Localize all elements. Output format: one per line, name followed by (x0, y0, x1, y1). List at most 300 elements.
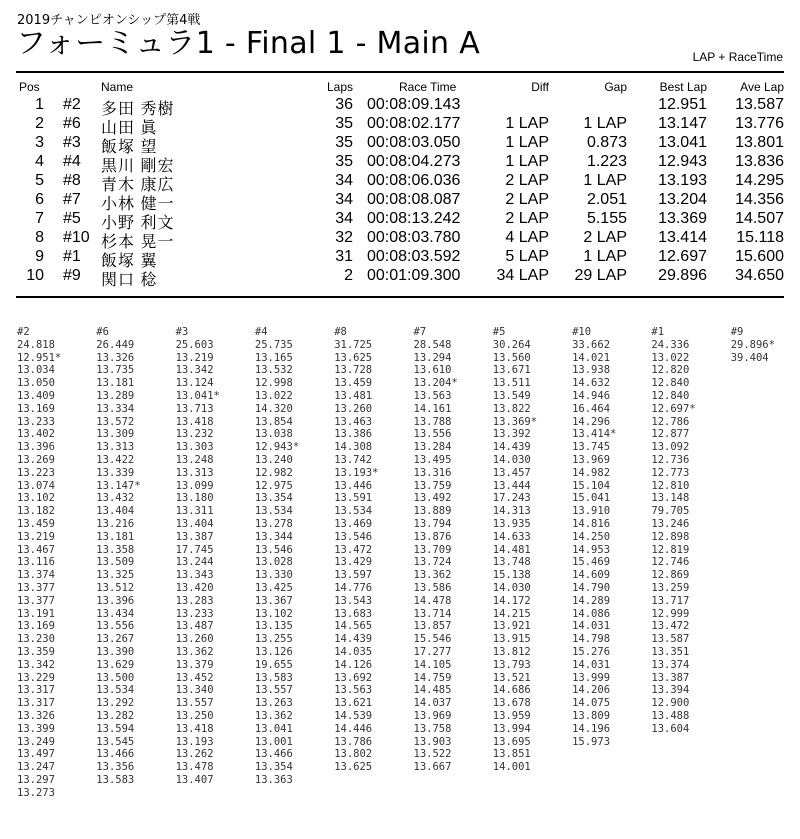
lap-time: 13.534 (96, 684, 135, 697)
lap-time: 13.180 (175, 492, 214, 505)
lap-time: 14.609 (572, 569, 611, 582)
bottom-rule (16, 296, 784, 298)
lap-time: 13.334 (96, 402, 135, 415)
lap-time: 13.610 (413, 364, 452, 377)
lap-time: 13.583 (254, 671, 293, 684)
result-pos: 2 (35, 115, 44, 132)
lap-time: 13.457 (492, 466, 531, 479)
lap-time: 13.788 (413, 415, 452, 428)
lap-time: 14.946 (572, 389, 611, 402)
result-row (0, 191, 800, 213)
lap-time: 13.367 (254, 594, 293, 607)
lap-time: 13.695 (492, 735, 531, 748)
lap-time: 13.074 (17, 479, 55, 492)
lap-time: 13.316 (413, 466, 452, 479)
lap-column-car-number: #2 (17, 326, 30, 338)
lap-time: 13.500 (96, 671, 135, 684)
gap-value: 1.223 (586, 153, 627, 170)
lap-time: 24.818 (17, 338, 55, 351)
race-time: 00:08:03.592 (367, 248, 461, 265)
lap-time: 12.869 (651, 569, 690, 582)
lap-column (17, 326, 61, 799)
lap-time: 17.745 (175, 543, 214, 556)
lap-time: 14.021 (572, 351, 611, 364)
lap-time: 13.387 (175, 530, 214, 543)
lap-time: 13.563 (334, 684, 373, 697)
car-number: #8 (63, 172, 81, 189)
lap-column (334, 326, 378, 774)
lap-time: 13.786 (334, 735, 373, 748)
lap-column-car-number: #1 (651, 326, 665, 338)
lap-time: 13.748 (492, 556, 531, 569)
lap-column (414, 326, 458, 774)
lap-time: 13.204* (413, 377, 458, 390)
lap-time: 13.709 (413, 543, 452, 556)
lap-time: 13.432 (96, 492, 135, 505)
lap-time: 14.031 (572, 658, 611, 671)
col-header-race-time: Race Time (399, 80, 457, 94)
lap-time: 13.001 (254, 735, 293, 748)
lap-time: 13.794 (413, 517, 452, 530)
lap-time: 12.900 (651, 697, 690, 710)
lap-time: 13.326 (17, 709, 55, 722)
best-lap: 13.193 (658, 172, 707, 189)
lap-time: 13.219 (175, 351, 214, 364)
race-time: 00:08:04.273 (367, 153, 461, 170)
lap-time: 13.434 (96, 607, 135, 620)
lap-time: 14.953 (572, 543, 611, 556)
lap-time: 14.250 (572, 530, 611, 543)
lap-column (96, 326, 140, 787)
lap-time: 13.692 (334, 671, 373, 684)
lap-time: 13.671 (492, 364, 531, 377)
lap-time: 13.028 (254, 556, 293, 569)
driver-name: 多田 秀樹 (101, 101, 175, 118)
lap-time: 13.459 (17, 517, 55, 530)
lap-time: 13.414* (572, 428, 617, 441)
lap-time: 13.667 (413, 761, 452, 774)
lap-time: 13.354 (254, 761, 293, 774)
lap-time: 13.745 (572, 441, 611, 454)
col-header-best-lap: Best Lap (659, 80, 707, 94)
lap-time: 13.325 (96, 569, 135, 582)
lap-time: 13.262 (175, 748, 214, 761)
lap-time: 13.233 (17, 415, 55, 428)
lap-time: 13.317 (17, 697, 55, 710)
col-header-gap: Gap (604, 80, 627, 94)
lap-column (493, 326, 537, 774)
lap-time: 14.776 (334, 581, 373, 594)
lap-time: 14.439 (334, 633, 373, 646)
lap-time: 14.632 (572, 377, 611, 390)
lap-time: 13.250 (175, 709, 214, 722)
lap-count: 32 (335, 229, 353, 246)
lap-time: 13.247 (17, 761, 55, 774)
lap-time: 13.583 (96, 773, 135, 786)
driver-name: 青木 康広 (101, 177, 175, 194)
lap-time: 19.655 (254, 658, 293, 671)
diff-value: 1 LAP (505, 153, 549, 170)
lap-time: 13.915 (492, 633, 531, 646)
race-time: 00:08:03.780 (367, 229, 461, 246)
lap-time: 14.481 (492, 543, 531, 556)
car-number: #1 (63, 248, 81, 265)
best-lap: 29.896 (658, 267, 707, 284)
lap-time: 13.362 (413, 569, 452, 582)
lap-time: 13.521 (492, 671, 531, 684)
lap-time: 14.686 (492, 684, 531, 697)
lap-time: 14.206 (572, 684, 611, 697)
lap-time: 14.037 (413, 697, 452, 710)
lap-time: 13.407 (175, 773, 214, 786)
lap-time: 13.259 (651, 581, 690, 594)
gap-value: 2 LAP (583, 229, 627, 246)
result-pos: 6 (35, 191, 44, 208)
lap-time: 13.851 (492, 748, 531, 761)
lap-time: 13.309 (96, 428, 135, 441)
lap-time: 13.969 (413, 709, 452, 722)
lap-time: 13.597 (334, 569, 373, 582)
lap-time: 13.034 (17, 364, 55, 377)
lap-time: 31.725 (334, 338, 373, 351)
result-pos: 10 (26, 267, 44, 284)
ave-lap: 13.836 (735, 153, 784, 170)
result-pos: 5 (35, 172, 44, 189)
results-table (0, 80, 800, 289)
lap-time: 13.169 (17, 620, 55, 633)
lap-time: 14.289 (572, 594, 611, 607)
lap-time: 13.459 (334, 377, 373, 390)
lap-time: 14.759 (413, 671, 452, 684)
lap-time: 26.449 (96, 338, 135, 351)
lap-time: 13.522 (413, 748, 452, 761)
driver-name: 山田 眞 (101, 120, 158, 137)
car-number: #10 (63, 229, 90, 246)
lap-time: 13.246 (651, 517, 690, 530)
gap-value: 29 LAP (574, 267, 627, 284)
lap-time: 13.586 (413, 581, 452, 594)
lap-time: 17.277 (413, 645, 452, 658)
result-row (0, 248, 800, 270)
lap-time: 13.297 (17, 773, 55, 786)
lap-time: 13.374 (17, 569, 55, 582)
lap-time: 13.572 (96, 415, 135, 428)
driver-name: 関口 稔 (101, 272, 158, 289)
lap-time: 14.446 (334, 722, 373, 735)
best-lap: 13.147 (658, 115, 707, 132)
ave-lap: 14.507 (735, 210, 784, 227)
col-header-name: Name (101, 80, 134, 94)
lap-time: 13.263 (254, 697, 293, 710)
race-time: 00:08:08.087 (367, 191, 461, 208)
lap-time: 28.548 (413, 338, 452, 351)
lap-time: 33.662 (572, 338, 611, 351)
car-number: #5 (63, 210, 81, 227)
race-time: 00:08:06.036 (367, 172, 461, 189)
lap-column-car-number: #8 (334, 326, 347, 338)
lap-time: 13.758 (413, 722, 452, 735)
lap-time: 12.697* (651, 402, 696, 415)
diff-value: 34 LAP (496, 267, 549, 284)
lap-time: 13.910 (572, 505, 611, 518)
lap-time: 13.248 (175, 453, 214, 466)
lap-time: 14.172 (492, 594, 531, 607)
lap-time: 13.594 (96, 722, 135, 735)
lap-time: 14.816 (572, 517, 611, 530)
lap-time: 13.478 (175, 761, 214, 774)
lap-time: 15.041 (572, 492, 611, 505)
lap-time: 13.169 (17, 402, 55, 415)
ave-lap: 15.600 (735, 248, 784, 265)
lap-time: 13.446 (334, 479, 373, 492)
lap-column-car-number: #6 (96, 326, 109, 338)
lap-time: 13.420 (175, 581, 214, 594)
lap-time: 13.282 (96, 709, 135, 722)
lap-time: 13.467 (17, 543, 55, 556)
lap-time: 13.469 (334, 517, 373, 530)
lap-time: 13.809 (572, 709, 611, 722)
best-lap: 13.369 (658, 210, 707, 227)
lap-time: 14.126 (334, 658, 373, 671)
car-number: #4 (63, 153, 81, 170)
lap-time: 13.233 (175, 607, 214, 620)
lap-time: 13.326 (96, 351, 135, 364)
best-lap: 13.041 (658, 134, 707, 151)
lap-time: 13.124 (175, 377, 214, 390)
lap-time: 13.339 (96, 466, 135, 479)
gap-value: 2.051 (586, 191, 627, 208)
lap-time: 13.728 (334, 364, 373, 377)
lap-time: 13.230 (17, 633, 55, 646)
top-rule (16, 71, 784, 73)
result-pos: 9 (35, 248, 44, 265)
lap-time: 13.546 (334, 530, 373, 543)
lap-time: 12.877 (651, 428, 690, 441)
lap-time: 13.481 (334, 389, 373, 402)
lap-time: 13.546 (254, 543, 293, 556)
lap-time: 13.404 (175, 517, 214, 530)
lap-time: 13.379 (175, 658, 214, 671)
lap-count: 35 (335, 115, 353, 132)
lap-time: 13.742 (334, 453, 373, 466)
result-row (0, 96, 800, 118)
lap-time: 14.485 (413, 684, 452, 697)
lap-time: 30.264 (492, 338, 531, 351)
lap-time: 13.240 (254, 453, 293, 466)
lap-time: 13.422 (96, 453, 135, 466)
lap-time: 13.041 (254, 722, 293, 735)
gap-value: 1 LAP (583, 115, 627, 132)
race-time: 00:08:02.177 (367, 115, 461, 132)
lap-time: 13.556 (413, 428, 452, 441)
lap-time: 13.857 (413, 620, 452, 633)
lap-column-car-number: #3 (175, 326, 189, 338)
lap-time: 13.802 (334, 748, 373, 761)
best-lap: 12.951 (658, 96, 707, 113)
lap-time: 13.294 (413, 351, 452, 364)
lap-time: 13.399 (17, 722, 55, 735)
col-header-pos: Pos (19, 80, 40, 94)
lap-time: 13.452 (175, 671, 214, 684)
lap-time: 13.591 (334, 492, 373, 505)
lap-time: 13.683 (334, 607, 373, 620)
lap-time: 25.735 (254, 338, 293, 351)
best-lap: 13.414 (658, 229, 707, 246)
lap-time: 14.798 (572, 633, 611, 646)
lap-count: 34 (335, 210, 353, 227)
lap-time: 13.191 (17, 607, 55, 620)
lap-time: 13.621 (334, 697, 373, 710)
diff-value: 2 LAP (505, 191, 549, 208)
result-row (0, 172, 800, 194)
lap-time: 13.377 (17, 594, 55, 607)
lap-time: 13.038 (254, 428, 293, 441)
lap-time: 13.472 (651, 620, 690, 633)
lap-time: 13.994 (492, 722, 531, 735)
race-time: 00:01:09.300 (367, 267, 461, 284)
lap-time: 13.495 (413, 453, 452, 466)
lap-time: 14.105 (413, 658, 452, 671)
lap-time: 13.041* (175, 389, 220, 402)
lap-time: 13.793 (492, 658, 531, 671)
driver-name: 小林 健一 (101, 196, 175, 213)
lap-time: 13.854 (254, 415, 293, 428)
driver-name: 飯塚 翼 (101, 253, 158, 270)
col-header-ave-lap: Ave Lap (740, 80, 784, 94)
gap-value: 1 LAP (583, 248, 627, 265)
lap-time: 13.022 (254, 389, 293, 402)
lap-time: 13.216 (96, 517, 135, 530)
lap-time: 13.269 (17, 453, 55, 466)
lap-time: 79.705 (651, 505, 690, 518)
lap-time: 12.982 (254, 466, 293, 479)
lap-time: 13.822 (492, 402, 531, 415)
ave-lap: 34.650 (735, 267, 784, 284)
lap-time: 13.534 (334, 505, 373, 518)
lap-time: 13.759 (413, 479, 452, 492)
lap-time: 13.938 (572, 364, 611, 377)
lap-time: 13.356 (96, 761, 135, 774)
lap-time: 13.557 (175, 697, 214, 710)
lap-column-car-number: #10 (572, 326, 592, 338)
lap-time: 12.975 (254, 479, 293, 492)
result-row (0, 267, 800, 289)
lap-column (255, 326, 299, 787)
diff-value: 1 LAP (505, 115, 549, 132)
lap-time: 13.126 (254, 645, 293, 658)
lap-time: 13.313 (96, 441, 135, 454)
lap-column-car-number: #5 (492, 326, 506, 338)
lap-time: 13.362 (175, 645, 214, 658)
lap-time: 13.343 (175, 569, 214, 582)
lap-time: 13.232 (175, 428, 214, 441)
lap-time: 14.539 (334, 709, 373, 722)
lap-time: 13.425 (254, 581, 293, 594)
lap-time: 13.488 (651, 709, 690, 722)
lap-time: 13.876 (413, 530, 452, 543)
lap-time: 12.773 (651, 466, 690, 479)
lap-time: 13.313 (175, 466, 214, 479)
lap-time: 13.418 (175, 415, 214, 428)
lap-time: 25.603 (175, 338, 214, 351)
lap-time: 29.896* (730, 338, 775, 351)
lap-time: 12.999 (651, 607, 690, 620)
lap-count: 36 (335, 96, 353, 113)
lap-time: 13.903 (413, 735, 452, 748)
lap-time: 15.104 (572, 479, 611, 492)
lap-time: 13.022 (651, 351, 690, 364)
diff-value: 5 LAP (505, 248, 549, 265)
lap-time: 13.363 (254, 773, 293, 786)
lap-time: 13.244 (175, 556, 214, 569)
lap-time: 13.396 (17, 441, 55, 454)
lap-time: 13.604 (651, 722, 690, 735)
lap-time: 14.030 (492, 453, 531, 466)
driver-name: 小野 利文 (101, 215, 175, 232)
lap-time: 12.943* (254, 441, 300, 454)
lap-time: 14.075 (572, 697, 611, 710)
lap-time: 13.377 (17, 581, 55, 594)
lap-time: 17.243 (492, 492, 531, 505)
race-time: 00:08:13.242 (367, 210, 461, 227)
result-row (0, 210, 800, 232)
result-pos: 7 (35, 210, 44, 227)
best-lap: 12.943 (658, 153, 707, 170)
lap-time: 14.790 (572, 581, 611, 594)
lap-time: 13.409 (17, 389, 55, 402)
lap-count: 34 (335, 191, 353, 208)
lap-time: 13.724 (413, 556, 452, 569)
lap-time: 15.469 (572, 556, 611, 569)
report-type-label: LAP + RaceTime (692, 50, 783, 64)
result-pos: 4 (35, 153, 44, 170)
gap-value: 1 LAP (583, 172, 627, 189)
lap-count: 35 (335, 134, 353, 151)
lap-time: 13.418 (175, 722, 214, 735)
page-title: フォーミュラ1 - Final 1 - Main A (16, 26, 481, 61)
lap-time: 16.464 (572, 402, 611, 415)
lap-column (731, 326, 775, 364)
lap-column (572, 326, 616, 748)
ave-lap: 14.356 (735, 191, 784, 208)
lap-time: 13.534 (254, 505, 293, 518)
lap-time: 13.532 (254, 364, 293, 377)
lap-time: 13.543 (334, 594, 373, 607)
result-row (0, 229, 800, 251)
lap-time: 13.487 (175, 620, 214, 633)
lap-time: 14.313 (492, 505, 531, 518)
lap-time: 14.001 (492, 761, 531, 774)
lap-time: 13.165 (254, 351, 293, 364)
lap-time: 14.439 (492, 441, 531, 454)
lap-time: 12.998 (254, 377, 293, 390)
ave-lap: 13.587 (735, 96, 784, 113)
lap-time: 13.249 (17, 735, 55, 748)
lap-time: 13.116 (17, 556, 55, 569)
lap-time: 13.889 (413, 505, 452, 518)
lap-time: 13.935 (492, 517, 531, 530)
result-row (0, 115, 800, 137)
results-header-row (0, 80, 800, 96)
lap-time: 13.359 (17, 645, 55, 658)
lap-time: 15.973 (572, 735, 611, 748)
lap-time: 13.342 (17, 658, 55, 671)
lap-time: 13.678 (492, 697, 531, 710)
lap-time: 12.840 (651, 389, 690, 402)
lap-time: 13.289 (96, 389, 135, 402)
lap-time: 24.336 (651, 338, 690, 351)
ave-lap: 14.295 (735, 172, 784, 189)
